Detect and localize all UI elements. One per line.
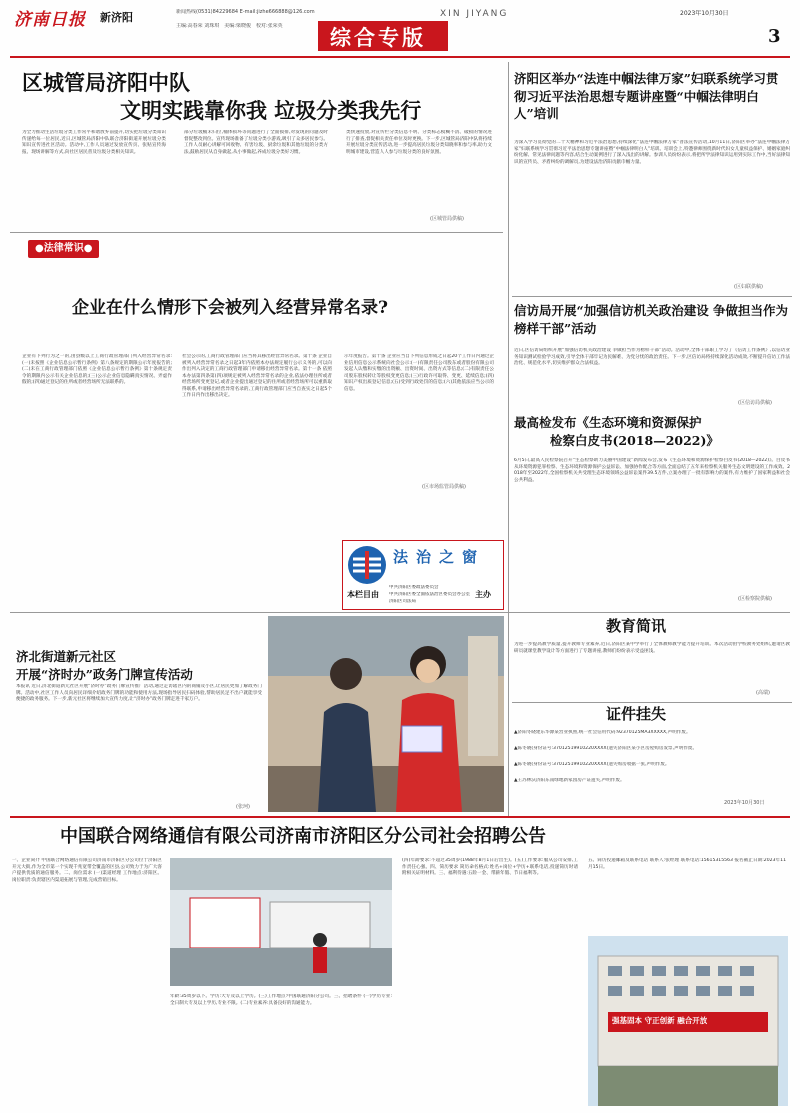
recruitment-notice xyxy=(10,818,790,1110)
divider xyxy=(10,612,790,613)
education-news xyxy=(512,616,792,700)
article-column: 企业有下列行为之一的,由县级以上工商行政管理部门列入经营异常名录:(一)未按照《企业信息公示暂行条例》第八条规定的期限公示年度报告的;(二)未在工商行政管理部门依照《企业信息公示暂行条例》第十条规定责令的期限内公示有关企业信息的;(三)公示企业信息隐瞒真实情况、弄虚作假的;(四)通过登记的住所或者经营场所无法联系的。 xyxy=(22,354,172,386)
building-banner-text: 强基固本 守正创新 融合开放 xyxy=(612,1016,708,1025)
pinyin: XIN JIYANG xyxy=(440,9,509,19)
law-window-host-line: 中共济阳区委全面依法治区委员会办公室 xyxy=(389,592,470,597)
article-business-abnormal-list xyxy=(10,236,503,536)
article-garbage-sorting xyxy=(10,62,503,230)
article-body: 为进一步提高教学质量,提升教师专业素养,近日,济阳区某中学举行了全体教师教学能力提升培训。本次活动由学校教务处组织,邀请区教研员就课堂教学设计等方面进行了专题讲座,教师们纷纷表示受益匪浅。 xyxy=(514,642,790,654)
recruitment-title: 中国联合网络通信有限公司济南市济阳区分公司社会招聘公告 xyxy=(60,826,546,847)
divider xyxy=(512,702,792,703)
building-photo xyxy=(588,936,788,1106)
article-petition-bureau xyxy=(512,300,792,412)
masthead-logo: 济南日报 xyxy=(14,10,86,30)
article-source: (区信访局供稿) xyxy=(738,400,772,406)
divider xyxy=(508,62,509,662)
article-title: 信访局开展“加强信访机关政治建设 争做担当作为榜样干部”活动 xyxy=(514,303,789,336)
article-source: (区妇联供稿) xyxy=(734,284,763,290)
law-window-host-line: 济阳区司法局 xyxy=(389,599,416,604)
recruitment-column: 年龄:35周岁以下。学历:大专及以上学历。(三)工作地点:中国联通济阳分公司。三、招聘条件 (一)学历专业:全日制大专及以上学历,专业不限。(二)专业素养:具备良好的沟通能力。 xyxy=(170,994,392,1006)
article-title-line2: 文明实践靠你我 垃圾分类我先行 xyxy=(120,98,422,123)
masthead xyxy=(0,0,800,64)
article-column: 为全力推动生活垃圾分类工作常平和谐放弃前提升,切实把垃圾分类知识传递给每一位居民,近日,区城管局济阳中队联合济阳街道开展垃圾分类知识宣传进社区活动。活动中,工作人员通过发放宣传页、张贴宣传海报、现场讲解等方式,向社区居民普及垃圾分类相关知识。 xyxy=(22,130,166,155)
divider xyxy=(512,296,792,297)
editors: 主编:高春荣 刘珠琪 美编:梁晓俊 校对:张荣英 xyxy=(176,23,283,29)
article-womens-federation xyxy=(512,62,792,294)
article-source: (高瑞) xyxy=(756,690,770,696)
lost-certificates xyxy=(512,704,792,812)
recruitment-column: (四)年龄要求:不超过35周岁(1988年8月1日后出生)。(五)工作要求:服从公司安排,工作责任心强。四、简历要求 简历命名格式:姓名+岗位+学历+联系电话,投递简历时请附相关证明材料。三、福利待遇:五险一金、带薪年假、节日福利等。 xyxy=(402,858,578,877)
hotline: 新闻热线(0531)84229684 E-mail:jizhe666888@126.com xyxy=(176,9,315,15)
article-title: 企业在什么情形下会被列入经营异常名录? xyxy=(72,298,388,318)
lost-item: ▲陈冬晓(身份证号:37012519910220XXXX)遗失购房收据一张,声明作废。 xyxy=(514,762,670,767)
masthead-rule xyxy=(10,56,790,58)
article-title-line2: 检察白皮书(2018—2022)》 xyxy=(550,433,719,448)
law-window-logo-icon xyxy=(347,545,387,585)
article-procuratorate-whitepaper xyxy=(512,412,792,608)
article-title-line1: 最高检发布《生态环境和资源保护 xyxy=(514,415,702,430)
law-window-host-line: 中共济阳区委政法委员会 xyxy=(389,585,439,590)
article-body: 近日,区信访局组织开展“加强信访机关政治建设 争做担当作为榜样干部”活动。活动中,全体干部职工学习了《信访工作条例》,以信访业务知识测试检验学习成效,引导全体干部牢记为民解难、为党分忧的政治责任。下一步,区信访局将持续深化活动成效,不断提升信访工作法治化、规范化水平,切实维护群众合法权益。 xyxy=(514,348,790,367)
notice-date: 2023年10月30日 xyxy=(724,800,765,806)
office-photo xyxy=(170,858,392,986)
community-photo xyxy=(268,616,504,812)
lost-item: ▲济阳冬晓建东华源某营业执照,统一社会信用代码:92370125MA3XXXXX,声明作废。 xyxy=(514,730,691,735)
article-column: 示年度报告。第十条 企业应当自下列信息形成之日起20个工作日内通过企业信用信息公示系统向社会公示:(一)有限责任公司股东或者股份有限公司发起人认缴和实缴的出资额、出资时间、出资方式等信息;(二)有限责任公司股东股权转让等股权变更信息;(三)行政许可取得、变更、延续信息;(四)知识产权出质登记信息;(五)受到行政处罚的信息;(六)其他依法应当公示的信息。 xyxy=(344,354,494,392)
lost-item: ▲王苏林沃济阳东南绿地新家园房产证遗失,声明作废。 xyxy=(514,778,625,783)
article-title-line1: 区城管局济阳中队 xyxy=(22,70,190,95)
section-heading: 教育简讯 xyxy=(606,617,667,635)
law-window-title: 法治之窗 xyxy=(393,548,486,566)
legal-knowledge-tag: ●法律常识● xyxy=(28,240,99,258)
lost-item: ▲陈冬晓(身份证号:37012519910220XXXX)遗失济阳区某小区房屋购房发票,声明作废。 xyxy=(514,746,698,751)
article-title-line1: 济北街道新元社区 xyxy=(16,649,117,664)
article-body: 为深入学习贯彻党的二十大精神和习近平法治思想,持续深化“法连中帼法律万家”普法宣传活动,10月11日,济阳区举办“法连中帼法律万家”妇联系统学习贯彻习近平法治思想专题讲座暨“中帼法律明白人”培训。培训会上,特邀律师围绕新时代妇女儿童权益保护、婚姻家庭纠纷化解、常见法律问题等内容,结合生动案例进行了深入浅出的讲解。参训人员纷纷表示,将把所学法律知识运用到实际工作中,当好法律知识的宣传员、矛盾纠纷的调解员,为建设法治济阳贡献巾帼力量。 xyxy=(514,140,790,165)
article-body: 6月5日,最高人民检察院召开“生态检察助力美丽中国建设”新闻发布会,发布《生态环境和资源保护检察白皮书(2018—2022)》。白皮书从环境资源犯罪检察、生态环境和资源保护公益诉讼、加强协作配合等方面,全面总结了五年来检察机关服务生态文明建设的工作成效。2018年至2022年,全国检察机关共受理生态环境领域公益诉讼案件39.5万件,立案办理了一批有影响力的案件,有力维护了国家利益和社会公共利益。 xyxy=(514,458,790,483)
article-source: (张珂) xyxy=(236,804,250,810)
divider xyxy=(10,232,503,233)
law-window-host-suffix: 主办 xyxy=(475,589,491,599)
recruitment-column: 五、简历投递邮箱及联系电话 联系人:张经理 联系电话:15615315563 报名截止日期:2023年11月15日。 xyxy=(588,858,786,870)
article-column: 社会公示的,工商行政管理部门应当将其移出经营异常名录。第十条 企业自被列入经营异常名录之日起3年内依照本办法规定履行公示义务的,可以向作出列入决定的工商行政管理部门申请移出经营异常名录。第十一条 依照本办法第四条第(四)项规定被列入经营异常名录的企业,依法办理住所或者经营场所变更登记,或者企业提出通过登记的住所或者经营场所可以重新取得联系,申请移出经营异常名录的,工商行政管理部门应当自查实之日起5个工作日内作出移出决定。 xyxy=(182,354,332,399)
section-heading: 证件挂失 xyxy=(606,705,667,723)
article-column: 类快速投放,对宣传栏分类信息不明、分类标志模糊不清、破损的情况进行了排查,督促相关责任单位及时更换。下一步,区城管局济阳中队将持续开展垃圾分类宣传活动,进一步提高居民垃圾分类知晓率和参与率,助力文明城市建设,营造人人参与垃圾分类的良好氛围。 xyxy=(346,130,492,155)
article-body: 本报讯 近日,济北街道新元社区开展“济时办”政务门牌宣传推广活动,通过走访辖区内的商铺及小区,让居民更加了解政务门牌。活动中,社区工作人员向居民详细介绍政务门牌的功能和使用方法,现场指导居民扫码体验,帮助居民足不出户就能享受便捷的政务服务。下一步,新元社区将继续加大宣传力度,让“济时办”政务门牌走进千家万户。 xyxy=(16,684,262,703)
article-source: (区城管局供稿) xyxy=(430,216,464,222)
recruitment-column: 一、企业简介 中国联合网络通信有限公司济南市济阳区分公司位于济阳区开元大街,作为全市第一个实现千兆宽带全覆盖的区县,公司致力于为广大客户提供优质的通信服务。二、岗位需求 (一)渠道经理 工作地点:济阳区。岗位职责:负责辖区内渠道拓展与管理,完成营销目标。 xyxy=(12,858,162,883)
section-title: 综合专版 xyxy=(330,25,426,50)
article-jibei-street xyxy=(10,614,266,814)
article-column: 部分垃圾桶未归位,桶体损坏等问题进行了全面摸排,对发现的问题及时督促整改到位。宣传现场准备了垃圾分类小游戏,吸引了众多居民参与。工作人员耐心讲解可回收物、有害垃圾、厨余垃圾和其他垃圾的分类方法,鼓励居民从自身做起,从小事做起,养成垃圾分类好习惯。 xyxy=(184,130,328,155)
law-window-host-label: 本栏目由 xyxy=(347,589,379,599)
issue-date: 2023年10月30日 xyxy=(680,10,729,17)
article-title-line2: 开展“济时办”政务门牌宣传活动 xyxy=(16,667,193,682)
article-source: (区市场监管局供稿) xyxy=(422,484,466,490)
article-title: 济阳区举办“法连中帼法律万家”妇联系统学习贯彻习近平法治思想专题讲座暨“中帼法律明白人”培训 xyxy=(514,71,779,121)
page-number: 3 xyxy=(768,26,781,47)
article-source: (区检察院供稿) xyxy=(738,596,772,602)
masthead-edition: 新济阳 xyxy=(100,11,133,24)
divider xyxy=(508,612,509,816)
law-window-box xyxy=(342,540,504,610)
